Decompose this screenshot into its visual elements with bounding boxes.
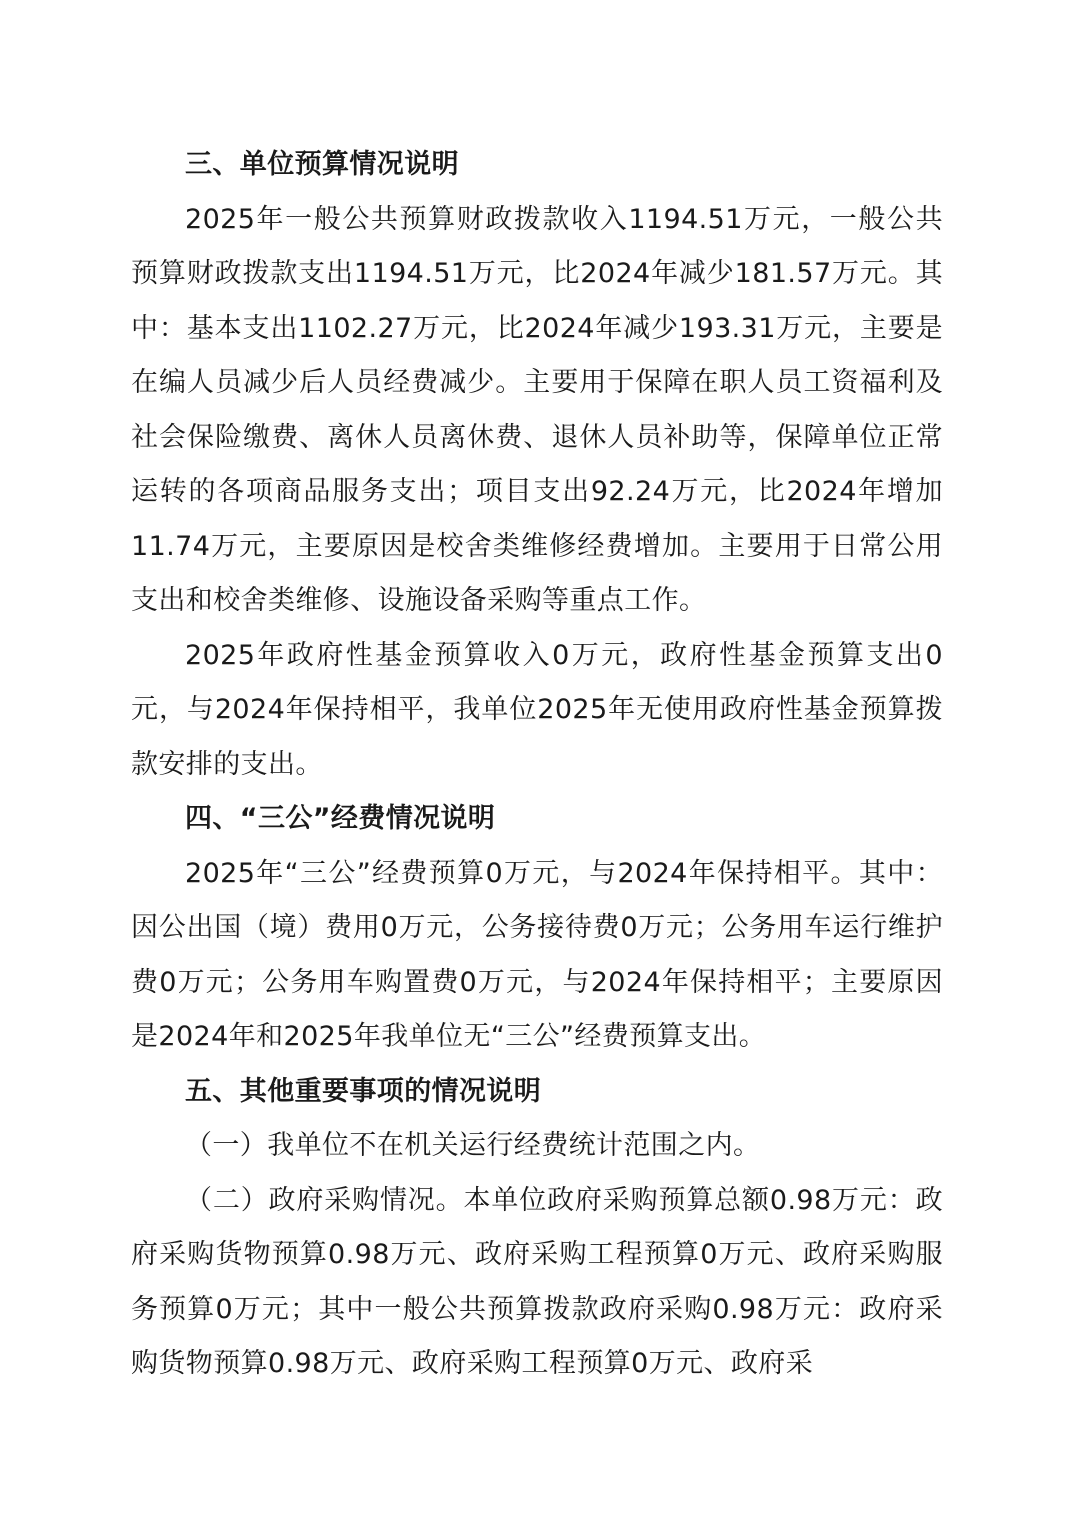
document-body [131,138,943,1392]
paragraph-general-budget: 2025年一般公共预算财政拨款收入1194.51万元，一般公共预算财政拨款支出1194.51万元，比2024年减少181.57万元。其中：基本支出1102.27万元，比2024年减少193.31万元，主要是在编人员减少后人员经费减少。主要用于保障在职人员工资福利及社会保险缴费、离休人员离休费、退休人员补助等，保障单位正常运转的各项商品服务支出；项目支出92.24万元，比2024年增加11.74万元，主要原因是校舍类维修经费增加。主要用于日常公用支出和校舍类维修、设施设备采购等重点工作。 [131,203,943,616]
paragraph-government-fund: 2025年政府性基金预算收入0万元，政府性基金预算支出0元，与2024年保持相平，我单位2025年无使用政府性基金预算拨款安排的支出。 [131,639,943,780]
section-heading-other-matters: 五、其他重要事项的情况说明 [185,1075,542,1107]
section-heading-three-public: 四、“三公”经费情况说明 [185,803,496,834]
paragraph-operating-funds: （一）我单位不在机关运行经费统计范围之内。 [185,1130,761,1161]
paragraph-three-public: 2025年“三公”经费预算0万元，与2024年保持相平。其中：因公出国（境）费用0万元，公务接待费0万元；公务用车运行维护费0万元；公务用车购置费0万元，与2024年保持相平；主要原因是2024年和2025年我单位无“三公”经费预算支出。 [131,857,943,1052]
paragraph-procurement: （二）政府采购情况。本单位政府采购预算总额0.98万元：政府采购货物预算0.98万元、政府采购工程预算0万元、政府采购服务预算0万元；其中一般公共预算拨款政府采购0.98万元：政府采购货物预算0.98万元、政府采购工程预算0万元、政府采 [131,1184,943,1379]
section-heading-budget: 三、单位预算情况说明 [185,149,459,180]
